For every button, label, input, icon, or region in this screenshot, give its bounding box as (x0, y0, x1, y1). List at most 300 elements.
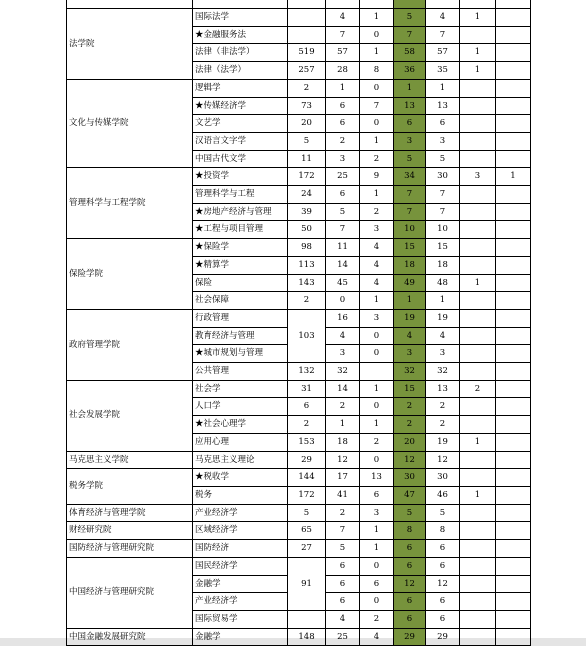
value-cell: 0 (360, 327, 394, 345)
value-cell (460, 557, 496, 575)
table-body (67, 0, 531, 646)
value-cell: 6 (426, 610, 460, 628)
value-cell: 3 (460, 168, 496, 186)
value-cell: 4 (326, 610, 360, 628)
value-cell: 57 (426, 44, 460, 62)
value-cell: 25 (326, 628, 360, 646)
highlighted-value-cell: 7 (394, 186, 426, 204)
highlighted-value-cell: 58 (394, 44, 426, 62)
highlighted-value-cell: 8 (394, 522, 426, 540)
school-name-cell: 政府管理学院 (67, 309, 193, 380)
value-cell (496, 186, 531, 204)
major-cell: 税务 (193, 486, 288, 504)
highlighted-value-cell: 49 (394, 274, 426, 292)
value-cell: 41 (326, 486, 360, 504)
value-cell: 1 (426, 79, 460, 97)
major-cell: 产业经济学 (193, 593, 288, 611)
table-row (67, 469, 531, 487)
value-cell (460, 575, 496, 593)
value-cell: 3 (360, 504, 394, 522)
value-cell (460, 79, 496, 97)
value-cell (496, 132, 531, 150)
highlighted-value-cell: 32 (394, 363, 426, 381)
value-cell (460, 97, 496, 115)
value-cell: 29 (426, 628, 460, 646)
value-cell: 0 (360, 398, 394, 416)
major-cell: ★税收学 (193, 469, 288, 487)
major-cell: 中国古代文学 (193, 150, 288, 168)
value-cell (288, 26, 326, 44)
value-cell: 6 (326, 575, 360, 593)
value-cell: 7 (326, 221, 360, 239)
value-cell: 8 (360, 62, 394, 80)
value-cell: 5 (326, 203, 360, 221)
value-cell: 2 (288, 416, 326, 434)
value-cell: 19 (426, 309, 460, 327)
value-cell: 30 (426, 469, 460, 487)
table-row (67, 309, 531, 327)
value-cell: 7 (326, 522, 360, 540)
header-cell (394, 0, 426, 9)
value-cell: 32 (326, 363, 360, 381)
value-cell (460, 132, 496, 150)
value-cell: 2 (460, 380, 496, 398)
highlighted-value-cell: 2 (394, 416, 426, 434)
value-cell: 4 (326, 327, 360, 345)
value-cell (460, 504, 496, 522)
value-cell (496, 203, 531, 221)
school-name-cell: 中国金融发展研究院 (67, 628, 193, 646)
highlighted-value-cell: 30 (394, 469, 426, 487)
value-cell: 1 (326, 416, 360, 434)
major-cell: 社会学 (193, 380, 288, 398)
value-cell (496, 115, 531, 133)
value-cell: 4 (426, 9, 460, 27)
major-cell: 国民经济学 (193, 557, 288, 575)
value-cell (460, 593, 496, 611)
value-cell (496, 97, 531, 115)
value-cell (496, 469, 531, 487)
value-cell: 7 (426, 26, 460, 44)
value-cell: 2 (288, 79, 326, 97)
value-cell: 18 (326, 433, 360, 451)
value-cell (496, 292, 531, 310)
school-name-cell: 文化与传媒学院 (67, 79, 193, 168)
value-cell (496, 345, 531, 363)
highlighted-value-cell: 7 (394, 203, 426, 221)
value-cell: 46 (426, 486, 460, 504)
table-row (67, 504, 531, 522)
value-cell: 11 (288, 150, 326, 168)
highlighted-value-cell: 20 (394, 433, 426, 451)
value-cell (460, 345, 496, 363)
value-cell (460, 203, 496, 221)
header-cell (326, 0, 360, 9)
value-cell: 4 (360, 239, 394, 257)
value-cell (460, 451, 496, 469)
school-name-cell: 中国经济与管理研究院 (67, 557, 193, 628)
value-cell: 2 (426, 398, 460, 416)
major-cell: ★传媒经济学 (193, 97, 288, 115)
table-row (67, 168, 531, 186)
value-cell: 25 (326, 168, 360, 186)
school-name-cell: 马克思主义学院 (67, 451, 193, 469)
highlighted-value-cell: 6 (394, 610, 426, 628)
highlighted-value-cell: 29 (394, 628, 426, 646)
value-cell: 0 (360, 451, 394, 469)
value-cell: 153 (288, 433, 326, 451)
school-name-cell: 税务学院 (67, 469, 193, 504)
value-cell: 7 (426, 203, 460, 221)
value-cell: 172 (288, 168, 326, 186)
value-cell (460, 628, 496, 646)
value-cell (496, 398, 531, 416)
major-cell: 汉语言文字学 (193, 132, 288, 150)
highlighted-value-cell: 7 (394, 26, 426, 44)
highlighted-value-cell: 5 (394, 504, 426, 522)
header-cell (67, 0, 193, 9)
value-cell: 9 (360, 168, 394, 186)
major-cell: ★社会心理学 (193, 416, 288, 434)
major-cell: 产业经济学 (193, 504, 288, 522)
value-cell: 14 (326, 380, 360, 398)
header-cell (426, 0, 460, 9)
value-cell: 519 (288, 44, 326, 62)
major-cell: 管理科学与工程 (193, 186, 288, 204)
value-cell: 0 (360, 557, 394, 575)
major-cell: 金融学 (193, 575, 288, 593)
value-cell: 1 (360, 186, 394, 204)
value-cell: 29 (288, 451, 326, 469)
highlighted-value-cell: 2 (394, 398, 426, 416)
value-cell: 13 (426, 380, 460, 398)
value-cell: 143 (288, 274, 326, 292)
value-cell: 65 (288, 522, 326, 540)
value-cell: 1 (426, 292, 460, 310)
value-cell (496, 327, 531, 345)
major-cell: 社会保障 (193, 292, 288, 310)
major-cell: 行政管理 (193, 309, 288, 327)
value-cell: 257 (288, 62, 326, 80)
value-cell: 1 (460, 44, 496, 62)
major-cell: 区域经济学 (193, 522, 288, 540)
school-name-cell: 管理科学与工程学院 (67, 168, 193, 239)
value-cell (460, 115, 496, 133)
header-row (67, 0, 531, 9)
value-cell (496, 44, 531, 62)
value-cell: 1 (360, 522, 394, 540)
value-cell: 0 (360, 345, 394, 363)
major-cell: 国际贸易学 (193, 610, 288, 628)
value-cell: 13 (426, 97, 460, 115)
value-cell (460, 398, 496, 416)
value-cell (496, 150, 531, 168)
highlighted-value-cell: 47 (394, 486, 426, 504)
value-cell (460, 186, 496, 204)
highlighted-value-cell: 6 (394, 593, 426, 611)
value-cell: 2 (360, 203, 394, 221)
major-cell: ★金融服务法 (193, 26, 288, 44)
value-cell: 6 (326, 593, 360, 611)
value-cell: 5 (288, 132, 326, 150)
value-cell: 3 (326, 150, 360, 168)
school-name-cell: 保险学院 (67, 239, 193, 310)
enrollment-table (66, 0, 531, 646)
value-cell: 6 (426, 593, 460, 611)
value-cell: 5 (326, 540, 360, 558)
header-cell (288, 0, 326, 9)
value-cell (496, 557, 531, 575)
value-cell: 0 (360, 79, 394, 97)
value-cell (496, 221, 531, 239)
major-cell: ★保险学 (193, 239, 288, 257)
highlighted-value-cell: 19 (394, 309, 426, 327)
highlighted-value-cell: 15 (394, 380, 426, 398)
school-name-cell: 国防经济与管理研究院 (67, 540, 193, 558)
value-cell: 31 (288, 380, 326, 398)
value-cell: 6 (360, 575, 394, 593)
value-cell: 7 (360, 97, 394, 115)
table-row (67, 557, 531, 575)
value-cell: 57 (326, 44, 360, 62)
header-cell (460, 0, 496, 9)
value-cell (460, 610, 496, 628)
major-cell: 法律（非法学） (193, 44, 288, 62)
value-cell: 7 (426, 186, 460, 204)
header-cell (496, 0, 531, 9)
value-cell: 3 (360, 309, 394, 327)
value-cell: 3 (326, 345, 360, 363)
major-cell: 保险 (193, 274, 288, 292)
value-cell (496, 610, 531, 628)
value-cell: 27 (288, 540, 326, 558)
highlighted-value-cell: 6 (394, 540, 426, 558)
highlighted-value-cell: 1 (394, 292, 426, 310)
major-cell: 马克思主义理论 (193, 451, 288, 469)
major-cell: 逻辑学 (193, 79, 288, 97)
value-cell (496, 540, 531, 558)
value-cell: 35 (426, 62, 460, 80)
major-cell: 国防经济 (193, 540, 288, 558)
value-cell (496, 593, 531, 611)
value-cell: 1 (360, 380, 394, 398)
value-cell: 12 (426, 575, 460, 593)
value-cell: 1 (496, 168, 531, 186)
value-cell: 32 (426, 363, 460, 381)
value-cell: 1 (460, 274, 496, 292)
value-cell: 6 (426, 540, 460, 558)
value-cell: 6 (326, 97, 360, 115)
table-row (67, 540, 531, 558)
value-cell: 4 (326, 9, 360, 27)
value-cell: 1 (460, 433, 496, 451)
value-cell (496, 239, 531, 257)
value-cell: 1 (460, 486, 496, 504)
value-cell (460, 327, 496, 345)
value-cell: 1 (326, 79, 360, 97)
major-cell: 公共管理 (193, 363, 288, 381)
value-cell: 4 (426, 327, 460, 345)
highlighted-value-cell: 18 (394, 256, 426, 274)
value-cell: 20 (288, 115, 326, 133)
value-cell: 45 (326, 274, 360, 292)
value-cell: 8 (426, 522, 460, 540)
value-cell: 14 (326, 256, 360, 274)
value-cell (496, 62, 531, 80)
table-row (67, 9, 531, 27)
value-cell (460, 522, 496, 540)
value-cell: 144 (288, 469, 326, 487)
highlighted-value-cell: 36 (394, 62, 426, 80)
value-cell: 4 (360, 274, 394, 292)
value-cell: 50 (288, 221, 326, 239)
major-cell: ★精算学 (193, 256, 288, 274)
value-cell: 1 (360, 44, 394, 62)
major-cell: 法律（法学） (193, 62, 288, 80)
value-cell (460, 309, 496, 327)
value-cell: 2 (360, 150, 394, 168)
value-cell (460, 469, 496, 487)
value-cell: 1 (360, 9, 394, 27)
highlighted-value-cell: 4 (394, 327, 426, 345)
value-cell: 2 (288, 292, 326, 310)
value-cell: 16 (326, 309, 360, 327)
value-cell (360, 363, 394, 381)
value-cell: 24 (288, 186, 326, 204)
value-cell: 5 (288, 504, 326, 522)
value-cell (460, 256, 496, 274)
value-cell: 18 (426, 256, 460, 274)
value-cell: 2 (426, 416, 460, 434)
major-cell: ★城市规划与管理 (193, 345, 288, 363)
table-row (67, 380, 531, 398)
value-cell: 6 (360, 486, 394, 504)
value-cell (460, 26, 496, 44)
value-cell (460, 292, 496, 310)
value-cell: 0 (360, 26, 394, 44)
value-cell: 4 (360, 256, 394, 274)
value-cell: 12 (426, 451, 460, 469)
value-cell (460, 416, 496, 434)
major-cell: ★工程与项目管理 (193, 221, 288, 239)
value-cell (460, 540, 496, 558)
value-cell: 113 (288, 256, 326, 274)
table-row (67, 628, 531, 646)
value-cell: 5 (426, 150, 460, 168)
value-cell: 0 (360, 115, 394, 133)
value-cell: 2 (360, 610, 394, 628)
table-row (67, 79, 531, 97)
value-cell: 1 (460, 62, 496, 80)
highlighted-value-cell: 13 (394, 97, 426, 115)
merged-total-cell: 91 (288, 557, 326, 610)
value-cell: 28 (326, 62, 360, 80)
highlighted-value-cell: 6 (394, 115, 426, 133)
major-cell: 金融学 (193, 628, 288, 646)
value-cell: 2 (326, 132, 360, 150)
value-cell: 1 (360, 132, 394, 150)
value-cell: 19 (426, 433, 460, 451)
value-cell (496, 504, 531, 522)
highlighted-value-cell: 5 (394, 9, 426, 27)
value-cell (496, 433, 531, 451)
value-cell: 172 (288, 486, 326, 504)
value-cell (496, 486, 531, 504)
major-cell: ★投资学 (193, 168, 288, 186)
value-cell (496, 363, 531, 381)
highlighted-value-cell: 1 (394, 79, 426, 97)
highlighted-value-cell: 3 (394, 345, 426, 363)
value-cell (460, 150, 496, 168)
value-cell (496, 628, 531, 646)
value-cell: 6 (326, 115, 360, 133)
value-cell: 0 (326, 292, 360, 310)
header-cell (360, 0, 394, 9)
highlighted-value-cell: 12 (394, 451, 426, 469)
value-cell (496, 9, 531, 27)
value-cell: 6 (288, 398, 326, 416)
value-cell: 12 (326, 451, 360, 469)
value-cell (496, 451, 531, 469)
value-cell (288, 610, 326, 628)
highlighted-value-cell: 15 (394, 239, 426, 257)
highlighted-value-cell: 6 (394, 557, 426, 575)
value-cell (496, 522, 531, 540)
value-cell: 15 (426, 239, 460, 257)
table-row (67, 451, 531, 469)
school-name-cell: 体育经济与管理学院 (67, 504, 193, 522)
value-cell: 3 (426, 345, 460, 363)
school-name-cell: 社会发展学院 (67, 380, 193, 451)
value-cell (496, 416, 531, 434)
value-cell: 0 (360, 593, 394, 611)
header-cell (193, 0, 288, 9)
school-name-cell: 法学院 (67, 9, 193, 80)
value-cell (460, 363, 496, 381)
value-cell: 39 (288, 203, 326, 221)
major-cell: 教育经济与管理 (193, 327, 288, 345)
major-cell: 人口学 (193, 398, 288, 416)
highlighted-value-cell: 12 (394, 575, 426, 593)
value-cell: 6 (426, 115, 460, 133)
value-cell: 3 (426, 132, 460, 150)
major-cell: 应用心理 (193, 433, 288, 451)
merged-total-cell: 103 (288, 309, 326, 362)
value-cell: 7 (326, 26, 360, 44)
value-cell (288, 9, 326, 27)
value-cell (496, 256, 531, 274)
value-cell (460, 221, 496, 239)
value-cell: 4 (360, 628, 394, 646)
highlighted-value-cell: 5 (394, 150, 426, 168)
value-cell: 6 (326, 186, 360, 204)
table-row (67, 239, 531, 257)
value-cell: 2 (360, 433, 394, 451)
value-cell: 1 (460, 9, 496, 27)
value-cell: 30 (426, 168, 460, 186)
value-cell (496, 26, 531, 44)
major-cell: ★房地产经济与管理 (193, 203, 288, 221)
value-cell: 11 (326, 239, 360, 257)
value-cell: 1 (360, 292, 394, 310)
major-cell: 文艺学 (193, 115, 288, 133)
major-cell: 国际法学 (193, 9, 288, 27)
value-cell: 6 (326, 557, 360, 575)
value-cell (460, 239, 496, 257)
value-cell (496, 380, 531, 398)
highlighted-value-cell: 34 (394, 168, 426, 186)
value-cell: 2 (326, 398, 360, 416)
